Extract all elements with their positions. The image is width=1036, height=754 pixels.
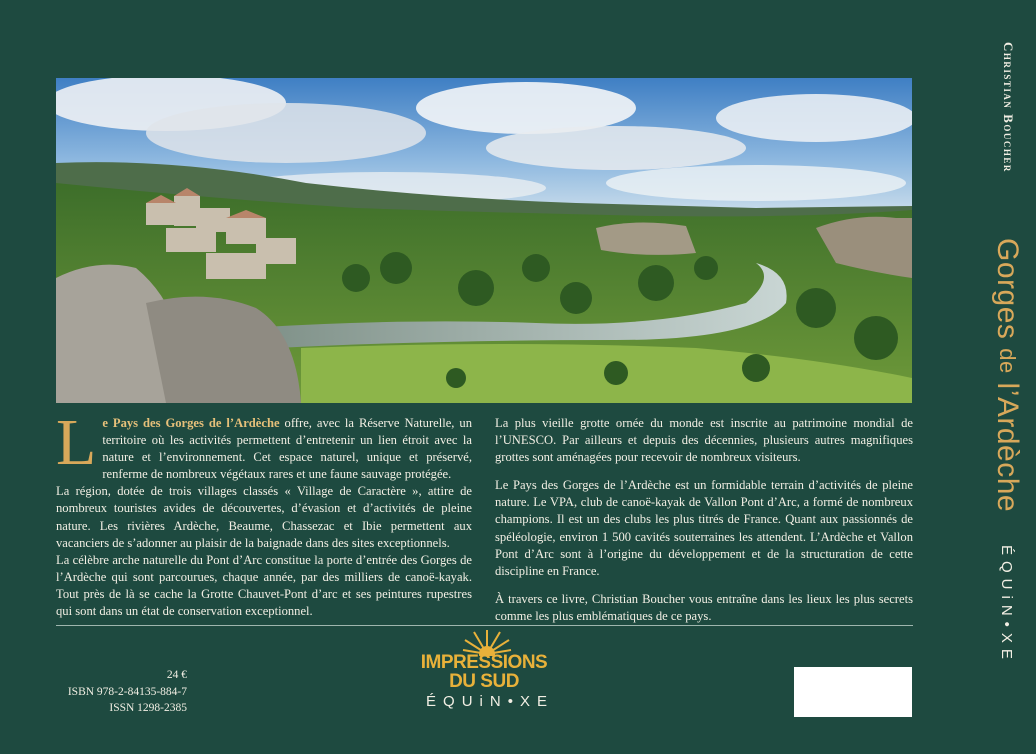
paragraph: La région, dotée de trois villages classés « Village de Caractère », attire de nombreux touristes avides de découvertes, d’évasion et d’activités de pleine nature. Les rivières Ardèche, Beaume, Chassezac et Ibie permettent aux vacanciers de s’adonner au plaisir de la baignade dans des sites exceptionnels. (56, 484, 472, 550)
spine-imprint-logo: ÉQUiN•XE (998, 545, 1015, 665)
paragraph: À travers ce livre, Christian Boucher vous entraîne dans les lieux les plus secrets comme les plus emblématiques de ce pays. (495, 591, 913, 623)
price: 24 € (166, 669, 187, 681)
landscape-photo-icon (56, 78, 912, 403)
cover-photo (56, 78, 912, 403)
back-cover-text-left (56, 406, 473, 620)
publisher-name-line1: IMPRESSIONS (420, 652, 548, 673)
issn: ISSN 1298-2385 (109, 702, 187, 714)
paragraph: La célèbre arche naturelle du Pont d’Arc constitue la porte d’entrée des Gorges de l’Ardèche qui sont parcourues, chaque année, par des milliers de canoë-kayak. Tout près de là se cache la Grotte Chauvet-Pont d’arc et ses peintures rupestres qui sont dans un état de conservation exceptionnel. (56, 552, 472, 619)
isbn: ISBN 978-2-84135-884-7 (67, 685, 187, 698)
paragraph: Le Pays des Gorges de l’Ardèche est un formidable terrain d’activités de pleine nature. Le VPA, club de canoë-kayak de Vallon Pont d’Arc, a formé de nombreux champions. Il est un des clubs les plus titrés de France. Quant aux passionnés de spéléologie, environ 1 500 cavités souterraines les attendent. L’Ardèche et Vallon Pont d’Arc sont à l’origine du développement et de la structuration de cette discipline en France. (495, 478, 913, 578)
spine-title (990, 238, 1024, 512)
publisher-name-line2: DU SUD (449, 671, 519, 692)
divider (56, 625, 913, 626)
back-cover-text-right (495, 415, 913, 636)
drop-cap: L (56, 406, 97, 479)
spine-title-part: l’Ardèche (991, 373, 1024, 513)
paragraph (56, 406, 473, 483)
barcode-area (794, 667, 912, 717)
imprint-logo: ÉQUiN•XE (426, 693, 554, 710)
lead-phrase: e Pays des Gorges de l’Ardèche (102, 416, 280, 430)
paragraph: La plus vieille grotte ornée du monde est inscrite au patrimoine mondial de l’UNESCO. Par ailleurs et depuis des décennies, plusieurs autres magnifiques grottes sont aménagées pour recevoir de nombreux visiteurs. (495, 416, 913, 465)
spine-title-part: Gorges (991, 238, 1024, 349)
spine-title-part: de (995, 348, 1020, 374)
spine-author: Christian Boucher (1001, 42, 1016, 173)
paragraph-text: offre, avec la Réserve Naturelle, un territoire où les activités permettent d’entretenir un lien étroit avec la nature et l’environnement. Cet espace naturel, unique et préservé, renferme de nombreux végétaux rares et une faune sauvage protégée. (102, 416, 473, 482)
price-isbn-block (56, 667, 187, 717)
